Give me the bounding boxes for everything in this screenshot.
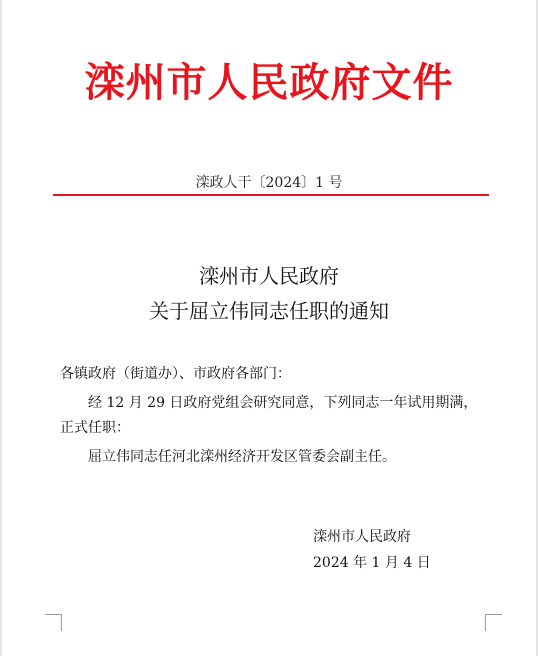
notice-title-line-1: 滦州市人民政府 xyxy=(199,264,339,288)
signature-date: 2024 年 1 月 4 日 xyxy=(313,555,431,571)
margin-corner-mark-bottom-left xyxy=(45,614,62,631)
notice-title-line-2: 关于屈立伟同志任职的通知 xyxy=(149,299,389,323)
body-paragraph-1-line-2: 正式任职： xyxy=(60,420,130,436)
body-paragraph-1-line-1: 经 12 月 29 日政府党组会研究同意，下列同志一年试用期满， xyxy=(88,395,478,411)
signature-organization: 滦州市人民政府 xyxy=(313,529,411,545)
salutation: 各镇政府（街道办）、市政府各部门： xyxy=(60,366,291,382)
document-number: 滦政人干〔2024〕1 号 xyxy=(195,175,343,191)
header-red-rule xyxy=(53,194,489,196)
body-paragraph-2: 屈立伟同志任河北滦州经济开发区管委会副主任。 xyxy=(88,449,396,465)
margin-corner-mark-bottom-right xyxy=(485,614,502,631)
document-header-title: 滦州市人民政府文件 xyxy=(84,59,454,106)
